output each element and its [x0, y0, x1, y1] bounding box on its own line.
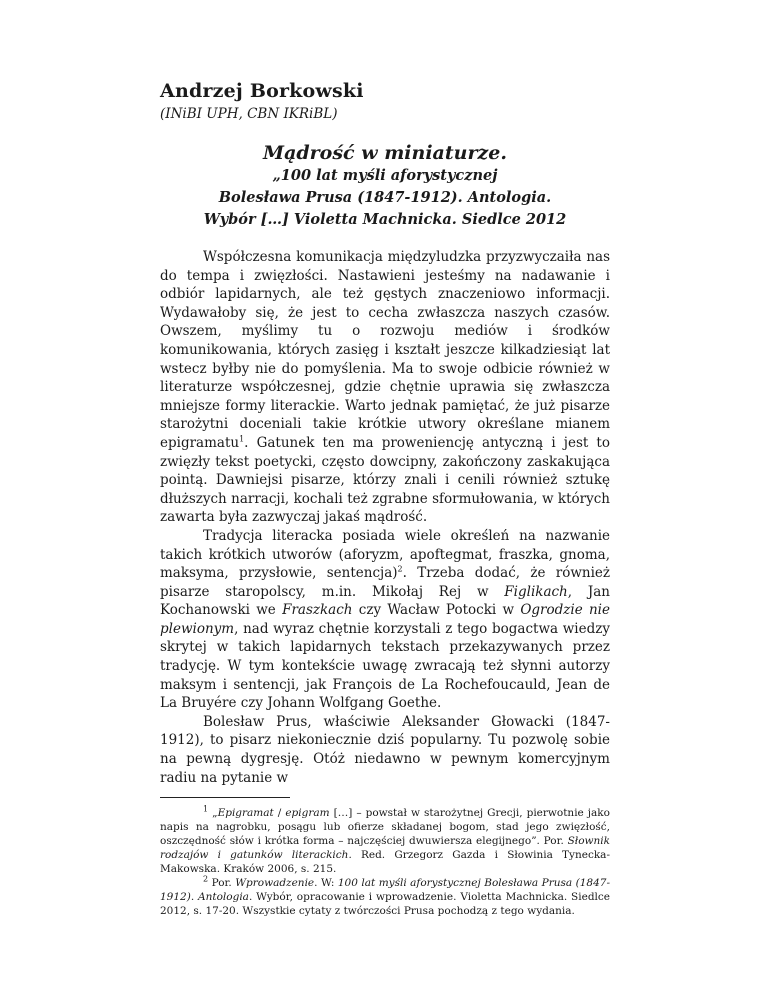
article-title-block: [160, 142, 610, 230]
footnotes: [160, 806, 610, 918]
body-paragraph: Bolesław Prus, właściwie Aleksander Głowacki (1847-1912), to pisarz niekoniecznie dziś popularny. Tu pozwolę sobie na pewną dygresję. Otóż niedawno w pewnym komercyjnym radiu na pytanie w: [160, 713, 610, 786]
article-body: [160, 248, 610, 787]
document-page: [160, 80, 610, 918]
article-title: Mądrość w miniaturze.: [263, 142, 507, 164]
footnote-divider: [160, 797, 290, 798]
footnote-ref[interactable]: 2: [397, 564, 403, 574]
article-subtitle-line-1: „100 lat myśli aforystycznej: [272, 167, 498, 184]
author-name: Andrzej Borkowski: [160, 80, 364, 102]
body-paragraph: Współczesna komunikacja międzyludzka przyzwyczaiła nas do tempa i zwięzłości. Nastawieni jesteśmy na nadawanie i odbiór lapidarnych, ale też gęstych znaczeniowo informacji. Wydawałoby się, że jest to cecha zwłaszcza naszych czasów. Owszem, myślimy tu o rozwoju mediów i środków komunikowania, których zasięg i kształt jeszcze kilkadziesiąt lat wstecz byłby nie do pomyślenia. Ma to swoje odbicie również w literaturze współczesnej, gdzie chętnie uprawia się zwłaszcza mniejsze formy literackie. Warto jednak pamiętać, że już pisarze starożytni doceniali takie krótkie utwory określane mianem epigramatu$^1$. Gatunek ten ma proweniencję antyczną i jest to zwięzły tekst poetycki, często dowcipny, zakończony zaskakująca pointą. Dawniejsi pisarze, którzy znali i cenili również sztukę dłuższych narracji, kochali też zgrabne sformułowania, w których zawarta była zazwyczaj jakaś mądrość.: [160, 249, 610, 526]
article-subtitle-line-3: Wybór […] Violetta Machnicka. Siedlce 2012: [203, 211, 567, 228]
footnote: $^2$ Por. Wprowadzenie. W: 100 lat myśli aforystycznej Bolesława Prusa (1847-1912). Antologia. Wybór, opracowanie i wprowadzenie. Violetta Machnicka. Siedlce 2012, s. 17-20. Wszystkie cytaty z twórczości Prusa pochodzą z tego wydania.: [160, 874, 610, 918]
article-subtitle-line-2: Bolesława Prusa (1847-1912). Antologia.: [218, 189, 552, 206]
footnote: $^1$ „Epigramat / epigram […] – powstał w starożytnej Grecji, pierwotnie jako napis na nagrobku, posągu lub ofierze składanej bogom, stad jego zwięzłość, oszczędność słów i krótka forma – najczęściej dwuwiersza elegijnego”. Por. Słownik rodzajów i gatunków literackich. Red. Grzegorz Gazda i Słowinia Tynecka-Makowska. Kraków 2006, s. 215.: [160, 804, 610, 876]
author-affiliation: (INiBI UPH, CBN IKRiBL): [160, 106, 338, 122]
footnote-ref[interactable]: 1: [239, 434, 245, 444]
body-paragraph: Tradycja literacka posiada wiele określeń na nazwanie takich krótkich utworów (aforyzm, apoftegmat, fraszka, gnoma, maksyma, przysłowie, sentencja)$^2$. Trzeba dodać, że również pisarze staropolscy, m.in. Mikołaj Rej w Figlikach, Jan Kochanowski we Fraszkach czy Wacław Potocki w Ogrodzie nie plewionym, nad wyraz chętnie korzystali z tego bogactwa wiedzy skrytej w takich lapidarnych tekstach przekazywanych przez tradycję. W tym kontekście uwagę zwracają też słynni autorzy maksym i sentencji, jak François de La Rochefoucauld, Jean de La Bruyére czy Johann Wolfgang Goethe.: [160, 527, 611, 712]
